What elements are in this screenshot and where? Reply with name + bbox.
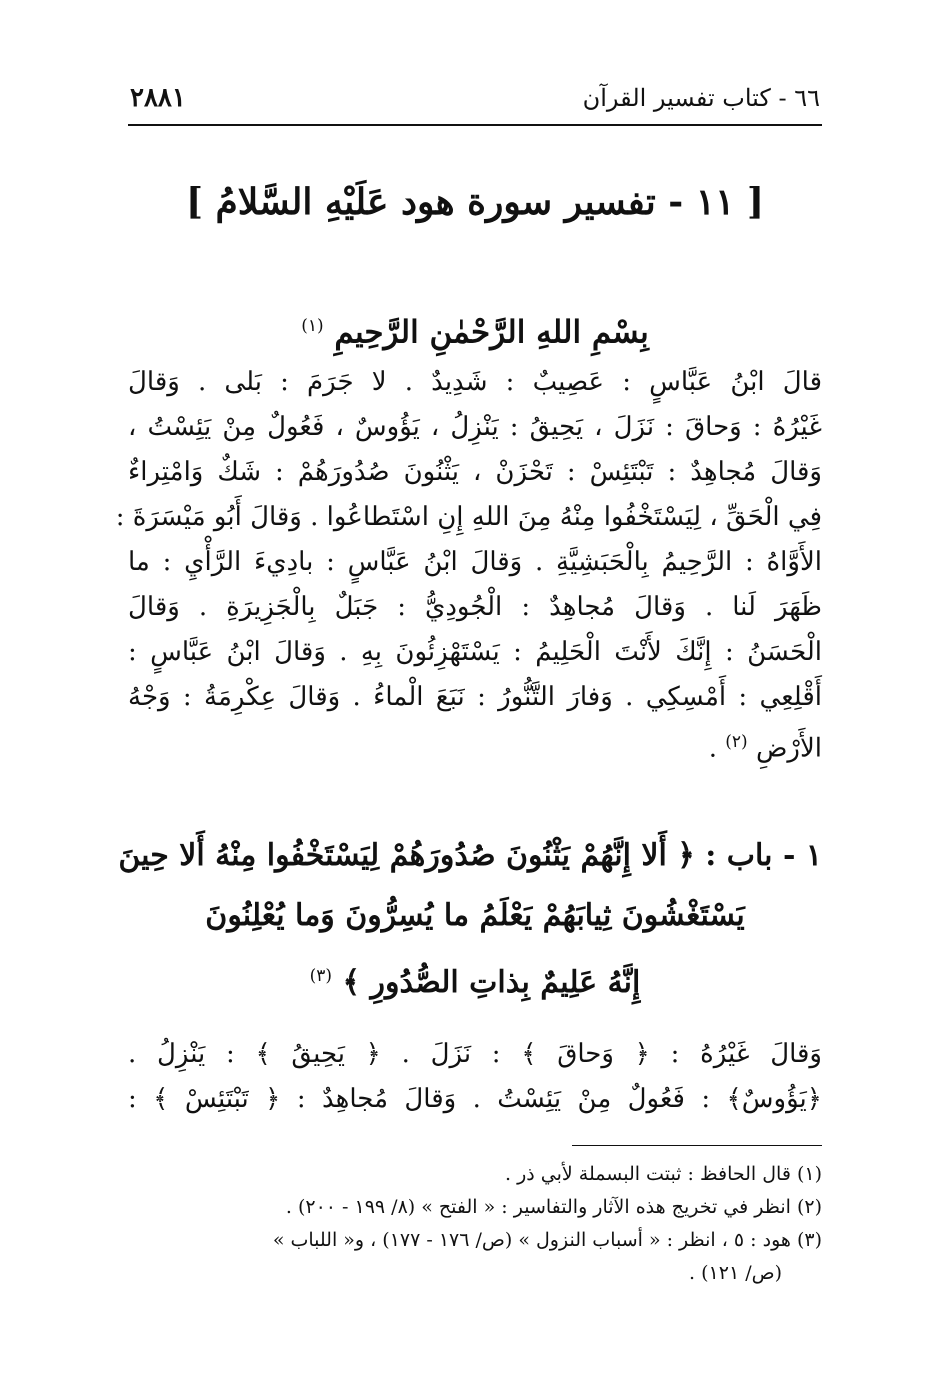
- basmala-text: بِسْمِ اللهِ الرَّحْمٰنِ الرَّحِيمِ: [334, 314, 649, 351]
- footnote-separator: [572, 1145, 822, 1146]
- text-line: قالَ ابْنُ عَبَّاسٍ : عَصِيبٌ : شَدِيدٌ . لا جَرَمَ : بَلى . وَقالَ: [128, 367, 822, 397]
- footnotes: [128, 1158, 822, 1290]
- sentence-end: .: [708, 733, 717, 764]
- footnote: (٢) انظر في تخريج هذه الآثار والتفاسير : « الفتح » (٨/ ١٩٩ - ٢٠٠) .: [285, 1196, 822, 1218]
- header-rule: [128, 124, 822, 126]
- section-heading-line: يَسْتَغْشُونَ ثِيابَهُمْ يَعْلَمُ ما يُسِرُّونَ وَما يُعْلِنُونَ: [205, 898, 745, 933]
- text-line: وَقالَ غَيْرُهُ : ﴿ وَحاقَ ﴾ : نَزَلَ . ﴿ يَحِيقُ ﴾ : يَنْزِلُ .: [128, 1039, 822, 1069]
- text-line-last: [128, 720, 822, 772]
- section-heading-line: ١ - باب : ﴿ أَلا إِنَّهُمْ يَثْنُونَ صُدُورَهُمْ لِيَسْتَخْفُوا مِنْهُ أَلا حِينَ: [118, 838, 822, 873]
- footnote-ref-1: (١): [301, 316, 324, 336]
- footnote-ref-2: (٢): [725, 732, 748, 752]
- chapter-heading: [ ١١ - تفسير سورة هود عَلَيْهِ السَّلامُ ]: [185, 181, 765, 223]
- footnote-continuation: (ص/ ١٢١) .: [689, 1262, 782, 1284]
- text-line: أَقْلِعِي : أَمْسِكِي . وَفارَ التَّنُّورُ : نَبَعَ الْماءُ . وَقالَ عِكْرِمَةُ : وَجْهُ: [128, 682, 822, 712]
- basmala: [128, 296, 822, 362]
- running-title: ٦٦ - كتاب تفسير القرآن: [582, 84, 820, 112]
- text-line: الأَوَّاهُ : الرَّحِيمُ بِالْحَبَشِيَّةِ . وَقالَ ابْنُ عَبَّاسٍ : بادِيءَ الرَّأْيِ : ما: [128, 547, 822, 577]
- text-line: غَيْرُهُ : وَحاقَ : نَزَلَ ، يَحِيقُ : يَنْزِلُ ، يَؤُوسٌ ، فَعُولٌ مِنْ يَئِسْتُ ،: [128, 412, 822, 442]
- footnote: (١) قال الحافظ : ثبتت البسملة لأبي ذر .: [505, 1163, 822, 1185]
- footnote-ref-3: (٣): [309, 966, 333, 986]
- section-heading-line-last: [128, 946, 822, 1013]
- section-heading-text: إِنَّهُ عَلِيمٌ بِذاتِ الصُّدُورِ ﴾: [342, 965, 641, 1000]
- text-line: الْحَسَنُ : إِنَّكَ لأَنْتَ الْحَلِيمُ : يَسْتَهْزِئُونَ بِهِ . وَقالَ ابْنُ عَبَّاسٍ :: [128, 637, 822, 667]
- text-line: ﴿يَؤُوسٌ﴾ : فَعُولٌ مِنْ يَئِسْتُ . وَقالَ مُجاهِدٌ : ﴿ تَبْتَئِسْ ﴾ :: [128, 1084, 822, 1114]
- last-line-text: الأَرْضِ: [755, 733, 822, 764]
- text-line: وَقالَ مُجاهِدٌ : تَبْتَئِسْ : تَحْزَنْ ، يَثْنُونَ صُدُورَهُمْ : شَكٌ وَامْتِراءٌ: [128, 457, 822, 487]
- text-line: فِي الْحَقِّ ، لِيَسْتَخْفُوا مِنْهُ مِنَ اللهِ إِنِ اسْتَطاعُوا . وَقالَ أَبُو مَيْسَرَةَ :: [115, 502, 822, 532]
- running-header: [130, 78, 820, 118]
- text-line: ظَهَرَ لَنا . وَقالَ مُجاهِدٌ : الْجُودِيُّ : جَبَلٌ بِالْجَزِيرَةِ . وَقالَ: [128, 592, 822, 622]
- chapter-section-heading: [118, 826, 822, 1013]
- commentary-paragraph-2: [128, 1032, 822, 1122]
- page-number: ٢٨٨١: [130, 83, 186, 113]
- commentary-paragraph: [115, 360, 822, 772]
- footnote: (٣) هود : ٥ ، انظر : « أسباب النزول » (ص/ ١٧٦ - ١٧٧) ، و« اللباب »: [272, 1229, 822, 1251]
